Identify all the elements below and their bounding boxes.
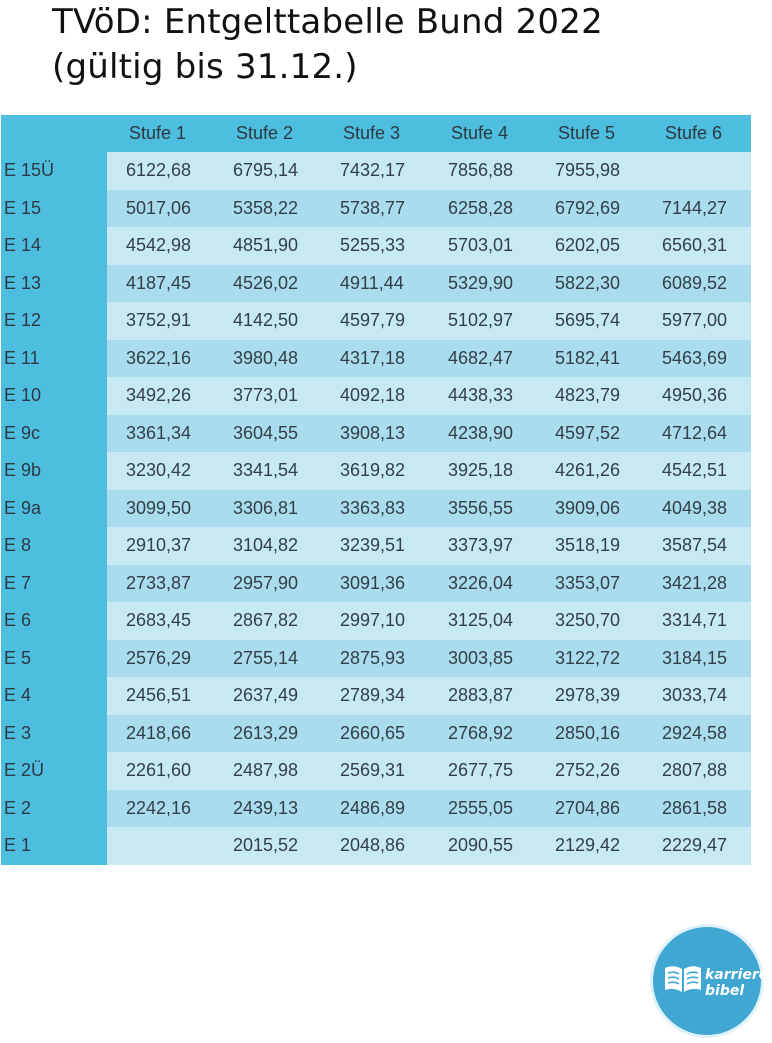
table-cell: 3341,54 <box>233 460 299 481</box>
logo-line-1: karriere <box>705 967 769 983</box>
table-cell: 3104,82 <box>233 535 299 556</box>
table-cell: 3604,55 <box>233 422 299 443</box>
table-cell: 3752,91 <box>126 310 192 331</box>
table-cell: 3587,54 <box>662 535 728 556</box>
table-cell: 7856,88 <box>448 160 514 181</box>
table-cell: 5255,33 <box>340 235 406 256</box>
table-cell: 2957,90 <box>233 572 299 593</box>
header-stufe-3: Stufe 3 <box>343 123 401 143</box>
table-cell: 5695,74 <box>555 310 621 331</box>
table-cell: 3230,42 <box>126 460 192 481</box>
table-cell: 2789,34 <box>340 685 406 706</box>
header-stufe-1: Stufe 1 <box>129 123 187 143</box>
header-stufe-5: Stufe 5 <box>558 123 616 143</box>
table-cell: 2487,98 <box>233 760 299 781</box>
table-body <box>1 152 751 865</box>
table-cell: 4682,47 <box>448 347 514 368</box>
table-cell: 5329,90 <box>448 272 514 293</box>
table-cell: 6122,68 <box>126 160 192 181</box>
table-row <box>1 827 751 865</box>
table-cell: 5977,00 <box>662 310 728 331</box>
table-cell: 3003,85 <box>448 647 514 668</box>
table-cell: 6202,05 <box>555 235 621 256</box>
table-cell: 2850,16 <box>555 722 621 743</box>
table-cell: 2090,55 <box>448 835 514 856</box>
table-row <box>1 565 751 603</box>
table-cell: 6089,52 <box>662 272 728 293</box>
row-label: E 2Ü <box>1 752 107 790</box>
table-cell: 3363,83 <box>340 497 406 518</box>
table-row <box>1 152 751 190</box>
table-cell: 2997,10 <box>340 610 406 631</box>
title-line-2: (gültig bis 31.12.) <box>52 47 358 87</box>
header-row <box>1 115 751 152</box>
table-cell: 6795,14 <box>233 160 299 181</box>
table-cell: 2924,58 <box>662 722 728 743</box>
row-label: E 15Ü <box>1 152 107 190</box>
table-cell: 4261,26 <box>555 460 621 481</box>
table-cell: 2015,52 <box>233 835 299 856</box>
table-row <box>1 265 751 303</box>
table-cell: 3421,28 <box>662 572 728 593</box>
table-cell: 3099,50 <box>126 497 192 518</box>
table-cell <box>643 152 751 190</box>
table-cell: 2555,05 <box>448 797 514 818</box>
table-cell: 3125,04 <box>448 610 514 631</box>
table-cell: 3250,70 <box>555 610 621 631</box>
salary-table <box>1 115 751 865</box>
table-cell: 5182,41 <box>555 347 621 368</box>
table-row <box>1 752 751 790</box>
row-label: E 4 <box>1 677 107 715</box>
header-stufe-2: Stufe 2 <box>236 123 294 143</box>
table-cell: 3925,18 <box>448 460 514 481</box>
table-cell: 3909,06 <box>555 497 621 518</box>
table-cell: 3619,82 <box>340 460 406 481</box>
table-cell: 5738,77 <box>340 197 406 218</box>
table-cell: 2569,31 <box>340 760 406 781</box>
table-row <box>1 790 751 828</box>
table-cell: 2883,87 <box>448 685 514 706</box>
table-cell: 2129,42 <box>555 835 621 856</box>
table-cell: 2910,37 <box>126 535 192 556</box>
table-row <box>1 190 751 228</box>
table-cell: 2576,29 <box>126 647 192 668</box>
row-label: E 2 <box>1 790 107 828</box>
row-label: E 9b <box>1 452 107 490</box>
table-cell: 2242,16 <box>126 797 192 818</box>
table-cell: 5017,06 <box>126 197 192 218</box>
row-label: E 15 <box>1 190 107 228</box>
table-cell: 4911,44 <box>340 272 404 293</box>
table-cell: 4438,33 <box>448 385 514 406</box>
table-cell: 3122,72 <box>555 647 621 668</box>
table-row <box>1 640 751 678</box>
table-cell: 2683,45 <box>126 610 192 631</box>
table-cell: 2613,29 <box>233 722 299 743</box>
table-cell: 3239,51 <box>340 535 406 556</box>
header-stufe-4: Stufe 4 <box>451 123 509 143</box>
table-cell: 4712,64 <box>662 422 728 443</box>
table-cell: 4317,18 <box>340 347 406 368</box>
table-cell: 6258,28 <box>448 197 514 218</box>
table-cell: 4597,52 <box>555 422 621 443</box>
row-label: E 14 <box>1 227 107 265</box>
table-cell: 2418,66 <box>126 722 192 743</box>
table-cell: 4950,36 <box>662 385 728 406</box>
table-cell: 6792,69 <box>555 197 621 218</box>
table-cell: 4851,90 <box>233 235 299 256</box>
table-cell: 2048,86 <box>340 835 406 856</box>
table-cell: 2867,82 <box>233 610 299 631</box>
row-label: E 6 <box>1 602 107 640</box>
table-cell: 4092,18 <box>340 385 406 406</box>
logo-line-2: bibel <box>705 983 745 999</box>
table-cell: 3091,36 <box>340 572 406 593</box>
page-title <box>52 0 752 90</box>
row-label: E 1 <box>1 827 107 865</box>
row-label: E 12 <box>1 302 107 340</box>
header-stufe-6: Stufe 6 <box>665 123 723 143</box>
table-cell: 2261,60 <box>126 760 192 781</box>
table-cell: 5463,69 <box>662 347 728 368</box>
table-cell: 2752,26 <box>555 760 621 781</box>
row-label: E 5 <box>1 640 107 678</box>
table-cell: 3361,34 <box>126 422 192 443</box>
table-cell: 2660,65 <box>340 722 406 743</box>
table-cell: 3908,13 <box>340 422 406 443</box>
table-cell: 2439,13 <box>233 797 299 818</box>
table-cell: 5358,22 <box>233 197 299 218</box>
table-cell: 3373,97 <box>448 535 514 556</box>
open-book-icon <box>663 963 703 995</box>
row-label: E 10 <box>1 377 107 415</box>
table-cell: 2875,93 <box>340 647 406 668</box>
table-cell: 4049,38 <box>662 497 728 518</box>
table-row <box>1 227 751 265</box>
table-cell: 2807,88 <box>662 760 728 781</box>
table-cell: 3314,71 <box>662 610 728 631</box>
table-cell: 3353,07 <box>555 572 621 593</box>
row-label: E 8 <box>1 527 107 565</box>
table-cell: 4142,50 <box>233 310 299 331</box>
table-cell: 3033,74 <box>662 685 728 706</box>
table-cell: 3773,01 <box>233 385 299 406</box>
table-cell: 5822,30 <box>555 272 621 293</box>
table-row <box>1 452 751 490</box>
table-cell: 2978,39 <box>555 685 621 706</box>
table-cell: 3226,04 <box>448 572 514 593</box>
table-row <box>1 715 751 753</box>
title-line-1: TVöD: Entgelttabelle Bund 2022 <box>52 2 603 42</box>
table-cell: 3622,16 <box>126 347 192 368</box>
table-cell: 2733,87 <box>126 572 192 593</box>
table-cell: 2456,51 <box>126 685 192 706</box>
table-cell: 4823,79 <box>555 385 621 406</box>
logo-wordmark <box>705 967 768 999</box>
table-row <box>1 377 751 415</box>
table-cell: 5102,97 <box>448 310 514 331</box>
table-cell: 2229,47 <box>662 835 728 856</box>
table-cell: 3518,19 <box>555 535 621 556</box>
karrierebibel-logo <box>650 924 769 1038</box>
row-label: E 9a <box>1 490 107 528</box>
table-cell: 7955,98 <box>555 160 621 181</box>
table-cell: 3184,15 <box>662 647 728 668</box>
row-label: E 9c <box>1 415 107 453</box>
row-label: E 3 <box>1 715 107 753</box>
table-cell: 4238,90 <box>448 422 514 443</box>
table-cell: 3980,48 <box>233 347 299 368</box>
table-cell <box>107 827 214 865</box>
table-cell: 4542,98 <box>126 235 192 256</box>
table-cell: 4597,79 <box>340 310 406 331</box>
table-cell: 2755,14 <box>233 647 299 668</box>
table-row <box>1 527 751 565</box>
table-cell: 3492,26 <box>126 385 192 406</box>
table-cell: 6560,31 <box>662 235 728 256</box>
table-cell: 2486,89 <box>340 797 406 818</box>
table-row <box>1 677 751 715</box>
table-cell: 7432,17 <box>340 160 406 181</box>
table-cell: 2637,49 <box>233 685 299 706</box>
table-cell: 2768,92 <box>448 722 514 743</box>
table-cell: 4526,02 <box>233 272 299 293</box>
table-row <box>1 602 751 640</box>
table-cell: 5703,01 <box>448 235 514 256</box>
table-cell: 7144,27 <box>662 197 728 218</box>
table-cell: 2861,58 <box>662 797 728 818</box>
table-row <box>1 415 751 453</box>
table-cell: 4187,45 <box>126 272 192 293</box>
row-label: E 11 <box>1 340 107 378</box>
table-cell: 4542,51 <box>662 460 728 481</box>
header-stub <box>1 115 107 152</box>
table-cell: 3306,81 <box>233 497 299 518</box>
row-label: E 13 <box>1 265 107 303</box>
table-row <box>1 490 751 528</box>
row-label: E 7 <box>1 565 107 603</box>
table-cell: 3556,55 <box>448 497 514 518</box>
table-cell: 2704,86 <box>555 797 621 818</box>
table-header <box>1 115 751 152</box>
table-row <box>1 340 751 378</box>
table-row <box>1 302 751 340</box>
table-cell: 2677,75 <box>448 760 514 781</box>
